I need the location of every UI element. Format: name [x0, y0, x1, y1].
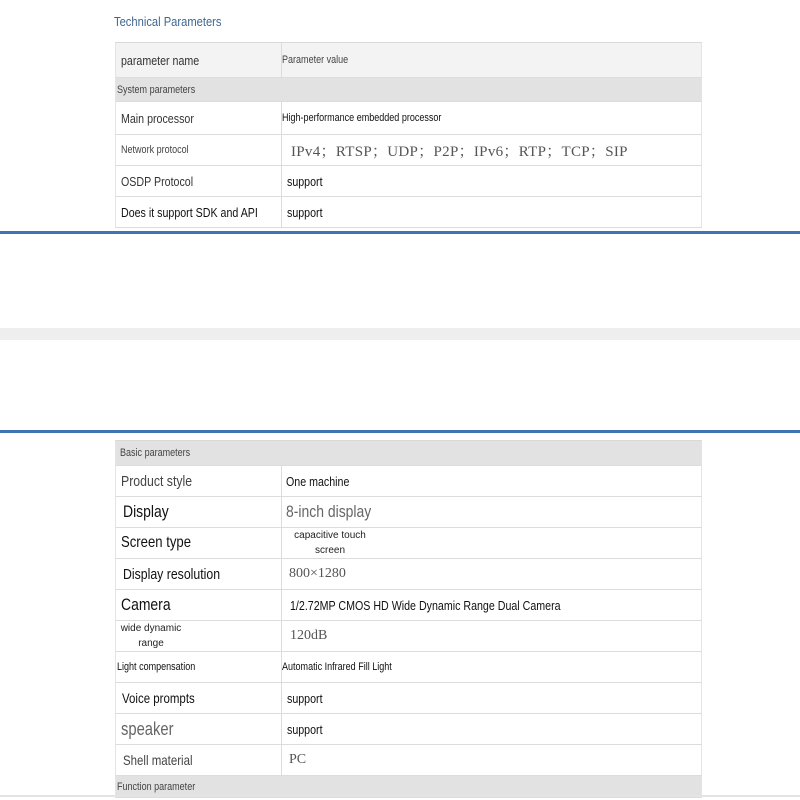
- param-name-cell: [116, 559, 282, 589]
- param-value-cell: [282, 683, 701, 713]
- table-row: [115, 652, 702, 683]
- divider-line: [0, 430, 800, 433]
- param-value-cell: [282, 559, 701, 589]
- param-name: Shell material: [123, 752, 193, 768]
- param-value-cell: [282, 621, 701, 651]
- page-title: Technical Parameters: [114, 14, 222, 29]
- param-name: Main processor: [121, 110, 194, 126]
- param-value: 800×1280: [289, 566, 346, 581]
- param-value: support: [287, 690, 323, 706]
- section-label: Function parameter: [117, 780, 196, 793]
- param-value-cell: [282, 590, 701, 620]
- param-name-cell: [116, 590, 282, 620]
- param-value: 120dB: [290, 628, 328, 643]
- basic-parameters-table: [115, 440, 702, 798]
- header-value-cell: [282, 43, 701, 77]
- section-row: [115, 78, 702, 102]
- divider-band: [0, 328, 800, 340]
- param-value: support: [287, 173, 323, 189]
- section-label: Basic parameters: [120, 447, 191, 459]
- param-value: support: [287, 721, 323, 737]
- param-value-cell: [282, 714, 701, 744]
- header-name-cell: [116, 43, 282, 77]
- table-row: [115, 197, 702, 228]
- param-name-cell: [116, 683, 282, 713]
- table-row: [115, 166, 702, 197]
- table-row: [115, 497, 702, 528]
- section-row: [115, 441, 702, 466]
- header-value-label: Parameter value: [282, 54, 349, 66]
- table-row: [115, 714, 702, 745]
- section-cell: [116, 78, 701, 101]
- param-value-cell: [282, 528, 701, 558]
- table-header-row: [115, 43, 702, 78]
- param-name-cell: [116, 135, 282, 165]
- param-name: Display: [123, 502, 169, 521]
- section-cell: [116, 441, 701, 465]
- table-row: [115, 683, 702, 714]
- param-value: PC: [289, 752, 307, 767]
- param-name: wide dynamic range: [120, 623, 182, 649]
- param-value-cell: [282, 102, 701, 134]
- bottom-divider: [0, 795, 800, 797]
- param-name: Product style: [121, 472, 193, 490]
- param-value-cell: [282, 745, 701, 775]
- param-value: capacitive touch screen: [294, 530, 366, 556]
- param-value-cell: [282, 166, 701, 196]
- param-name-cell: [116, 166, 282, 196]
- param-name-cell: [116, 497, 282, 527]
- param-value: Automatic Infrared Fill Light: [282, 661, 392, 673]
- param-name: Network protocol: [121, 144, 189, 156]
- param-name: Does it support SDK and API: [121, 204, 258, 220]
- param-name: Display resolution: [123, 565, 221, 583]
- header-name-label: parameter name: [121, 52, 200, 68]
- section-cell: [116, 776, 701, 797]
- param-value: High-performance embedded processor: [282, 112, 442, 124]
- param-name: Voice prompts: [122, 690, 195, 706]
- param-value: IPv4；RTSP；UDP；P2P；IPv6；RTP；TCP；SIP: [291, 143, 628, 160]
- param-value-cell: [282, 197, 701, 227]
- table-row: [115, 745, 702, 776]
- param-value: 1/2.72MP CMOS HD Wide Dynamic Range Dual Camera: [290, 597, 561, 613]
- param-value: One machine: [286, 473, 350, 489]
- table-row: [115, 102, 702, 135]
- section-label: System parameters: [117, 83, 196, 96]
- param-value: support: [287, 204, 323, 220]
- param-value-cell: [282, 466, 701, 496]
- divider-line: [0, 231, 800, 234]
- param-name-cell: [116, 528, 282, 558]
- param-value-cell: [282, 652, 701, 682]
- param-value: 8-inch display: [286, 502, 372, 521]
- param-name: speaker: [121, 718, 174, 739]
- param-name: Camera: [121, 595, 171, 614]
- param-name: OSDP Protocol: [121, 173, 194, 189]
- table-row: [115, 621, 702, 652]
- table-row: [115, 590, 702, 621]
- param-name-cell: [116, 621, 282, 651]
- param-name-cell: [116, 102, 282, 134]
- param-name: Light compensation: [117, 661, 196, 673]
- param-name: Screen type: [121, 534, 192, 551]
- param-name-cell: [116, 197, 282, 227]
- param-name-cell: [116, 714, 282, 744]
- table-row: [115, 528, 702, 559]
- table-row: [115, 559, 702, 590]
- param-value-cell: [282, 497, 701, 527]
- table-row: [115, 135, 702, 166]
- table-row: [115, 466, 702, 497]
- param-name-cell: [116, 466, 282, 496]
- param-value-cell: [282, 135, 701, 165]
- param-name-cell: [116, 745, 282, 775]
- param-name-cell: [116, 652, 282, 682]
- technical-parameters-table: [115, 42, 702, 228]
